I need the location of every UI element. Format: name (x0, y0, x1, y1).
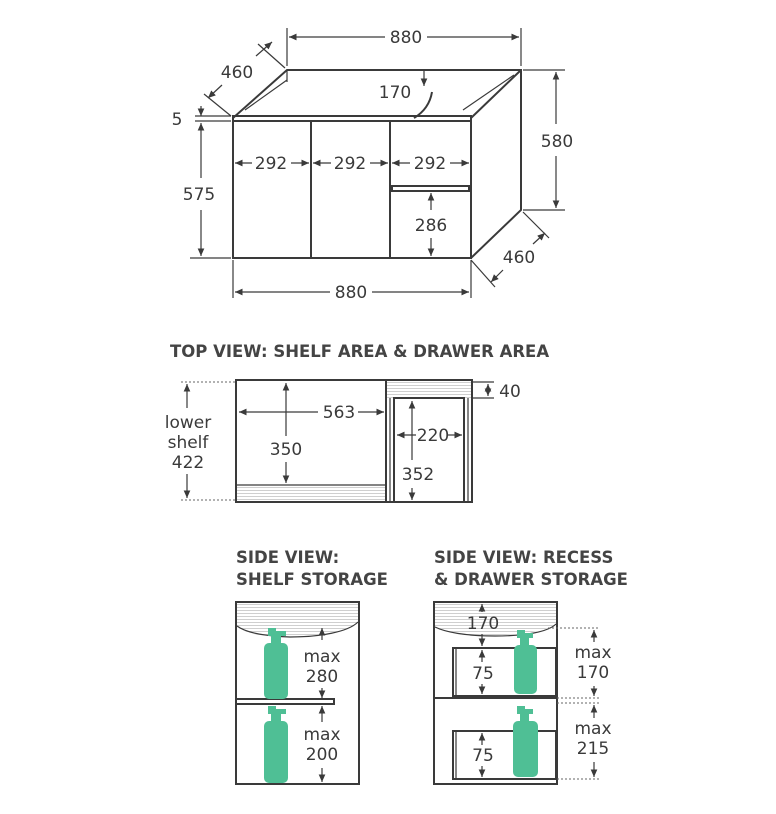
dim-drawer-depth: 352 (401, 465, 435, 485)
side-recess-lower-max-label: max (574, 719, 612, 739)
dim-top-thickness: 5 (171, 110, 183, 130)
bottle-lower (264, 706, 288, 783)
side-shelf-shelf (236, 699, 334, 704)
side-recess-drawer2-value: 75 (472, 746, 494, 766)
dim-drawer-offset: 40 (499, 382, 521, 402)
basin-curve (414, 92, 432, 118)
dim-drawer-height: 286 (414, 216, 448, 236)
side-recess-drawer-2 (453, 731, 556, 779)
dim-width-top: 880 (389, 28, 423, 48)
dim-shelf-width: 563 (322, 403, 356, 423)
dim-width-bottom: 880 (334, 283, 368, 303)
side-view-recess (434, 548, 628, 784)
top-view-drawer (394, 398, 464, 502)
cabinet-front (233, 121, 471, 258)
lower-shelf-label-1: lower (164, 413, 212, 433)
dim-total-height: 580 (540, 132, 574, 152)
lower-shelf-label-2: shelf (167, 433, 209, 453)
top-view-title: TOP VIEW: SHELF AREA & DRAWER AREA (170, 342, 550, 361)
side-recess-upper-max-label: max (574, 643, 612, 663)
dim-door-2: 292 (333, 154, 367, 174)
top-view (165, 342, 550, 502)
lower-shelf-value: 422 (171, 453, 205, 473)
side-recess-value: 170 (466, 614, 500, 634)
side-shelf-lower-max-label: max (303, 725, 341, 745)
dim-basin-recess: 170 (378, 83, 412, 103)
side-recess-title-1: SIDE VIEW: RECESS (434, 548, 614, 567)
dim-shelf-depth: 350 (269, 440, 303, 460)
dim-depth-top: 460 (220, 63, 254, 83)
side-recess-drawer1-value: 75 (472, 664, 494, 684)
side-recess-title-2: & DRAWER STORAGE (434, 570, 628, 589)
side-recess-upper-max-value: 170 (576, 663, 610, 683)
cabinet-3d-view (172, 28, 574, 303)
side-recess-lower-max-value: 215 (576, 739, 610, 759)
side-recess-drawer-1 (453, 648, 556, 696)
side-shelf-upper-max-label: max (303, 647, 341, 667)
bottle-recess-upper (514, 630, 537, 694)
bottle-recess-lower (513, 706, 538, 777)
dim-depth-side: 460 (502, 248, 536, 268)
side-shelf-title-1: SIDE VIEW: (236, 548, 340, 567)
dim-door-1: 292 (254, 154, 288, 174)
side-shelf-upper-max-value: 280 (305, 667, 339, 687)
dim-drawer-width: 220 (416, 426, 450, 446)
side-shelf-title-2: SHELF STORAGE (236, 570, 388, 589)
side-shelf-lower-max-value: 200 (305, 745, 339, 765)
drawer-top (392, 186, 469, 191)
dim-body-height: 575 (182, 185, 216, 205)
bottle-upper (264, 628, 288, 699)
side-view-shelf (236, 548, 388, 784)
cabinet-top-right-edge (471, 70, 521, 118)
dim-door-3: 292 (413, 154, 447, 174)
